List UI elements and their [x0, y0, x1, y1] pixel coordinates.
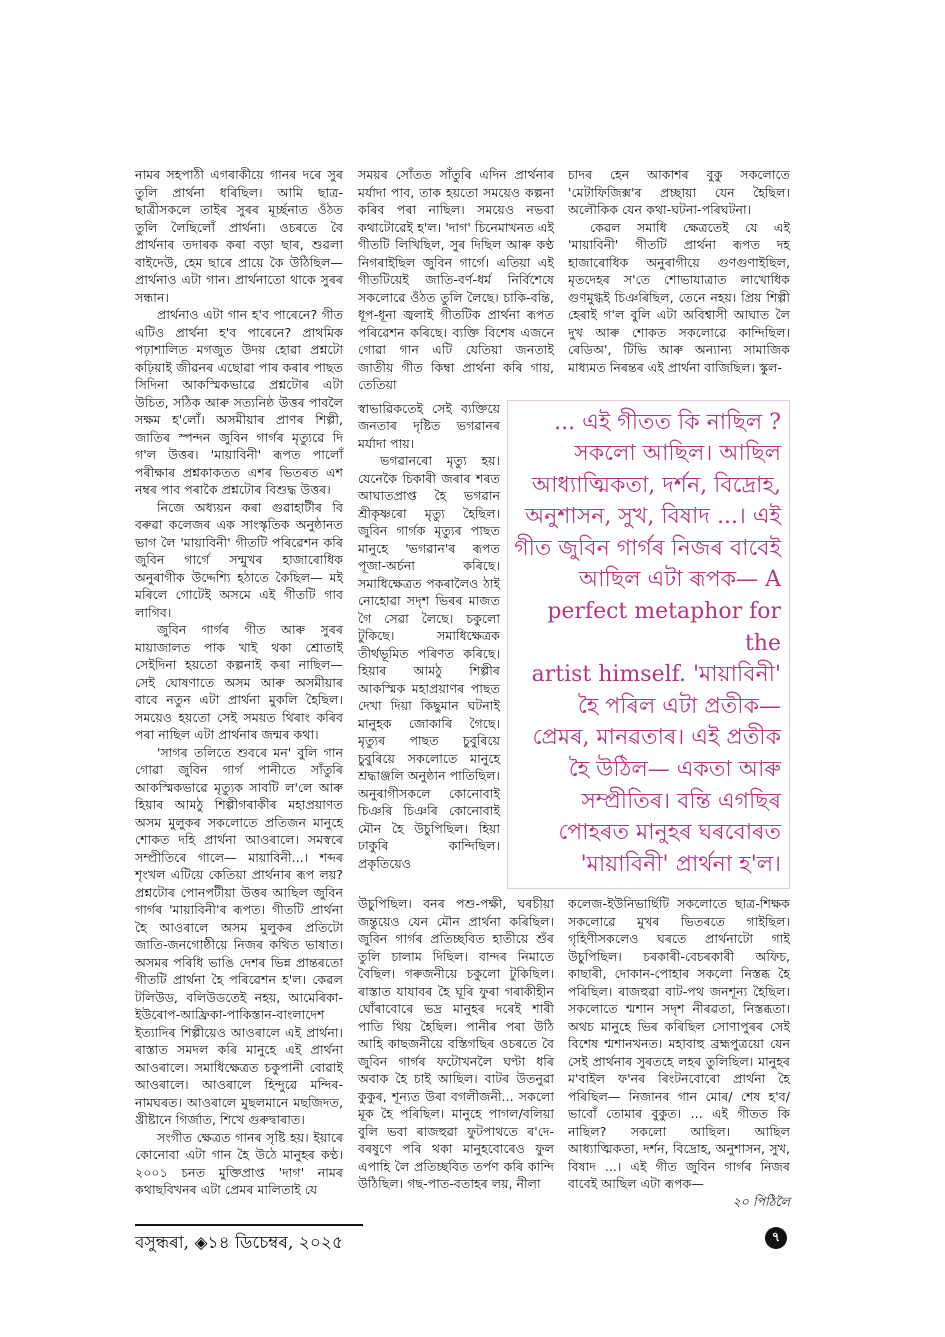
pull-quote-line: আছিল এটা ৰূপক— A — [578, 567, 781, 593]
pull-quote-line: ... এই গীতত কি নাছিল ? — [554, 409, 781, 435]
pull-quote-line: গীত জুবিন গাৰ্গৰ নিজৰ বাবেই — [514, 535, 781, 561]
article-column-3-top — [568, 166, 790, 376]
pull-quote-line: হৈ উঠিল— একতা আৰু — [568, 757, 781, 783]
paragraph: স্বাভাৱিকতেই সেই ব্যক্তিয়ে জনতাৰ দৃষ্টিত ভগৱানৰ মৰ্যাদা পায়। — [358, 400, 500, 451]
paragraph: চাদৰ হেন আকাশৰ বুকু সকলোতে 'মেটাফিজিক্স'ৰ প্ৰচ্ছায়া যেন হৈছিল। অলৌকিক যেন কথা-ঘটনা-পৰিঘটনা। — [568, 167, 790, 217]
paragraph: নামৰ সহপাঠী এগৰাকীয়ে গানৰ দৰে সুৰ তুলি প্ৰাৰ্থনা ধৰিছিল। আমি ছাত্ৰ-ছাত্ৰীসকলে তাইৰ সুৰৰ মূৰ্চ্ছনাত ওঁঠত তুলি লৈছিলোঁ প্ৰাৰ্থনা। ওচৰতে বৈ প্ৰাৰ্থনাৰ তদাৰক কৰা বড়া ছাৰ, শুৱলা বাইদেউ, হেম ছাৰে প্ৰায়ে কৈ উঠিছিল— প্ৰাৰ্থনাও এটা গান। প্ৰাৰ্থনাতো থাকে সুৰৰ সন্ধান। — [135, 167, 343, 305]
paragraph: সময়ৰ সোঁতত সাঁতুৰি এদিন প্ৰাৰ্থনাৰ মৰ্যাদা পাব, তাক হয়তো সময়েও কল্পনা কৰিব পৰা নাছিল। সময়েও নভবা কথাটোৱেই হ'ল। 'দাগ' চিনেমাখনত এই গীতটি লিখিছিল, সুৰ দিছিল আৰু কণ্ঠ নিগৰাইছিল জুবিন গাৰ্গে। এতিয়া এই গীতটিয়েই জাতি-বৰ্ণ-ধৰ্ম নিৰ্বিশেষে সকলোৱে ওঁঠত তুলি লৈছে। চাকি-বন্তি, ধূপ-ধূনা জ্বলাই গীতটিক প্ৰাৰ্থনা ৰূপত পৰিৱেশন কৰিছে। ব্যক্তি বিশেষ এজনে গোৱা গান এটি যেতিয়া জনতাই জাতীয় গীত কিম্বা প্ৰাৰ্থনা কৰি গায়, তেতিয়া — [358, 167, 554, 392]
article-column-3-bottom — [568, 895, 790, 1210]
paragraph: নিজে অধ্যয়ন কৰা গুৱাহাটীৰ বি বৰুৱা কলেজৰ এক সাংস্কৃতিক অনুষ্ঠানত ভাগ লৈ 'মায়াবিনী' গীতটি পৰিৱেশন কৰি জুবিন গাৰ্গে সন্মুখৰ হাজাৰোধিক অনুৰাগীক উদ্দেশ্যি হঠাতে কৈছিল— মই মৰিলে গোটেই অসমে এই গীতটি গাব লাগিব। — [135, 499, 343, 620]
pull-quote-line: হৈ পৰিল এটা প্ৰতীক— — [577, 693, 781, 719]
pull-quote-line: প্ৰেমৰ, মানৱতাৰ। এই প্ৰতীক — [532, 725, 781, 751]
paragraph: সংগীত ক্ষেত্ৰত গানৰ সৃষ্টি হয়। ইয়াৰে কোনোবা এটা গান হৈ উঠে মানুহৰ কণ্ঠ। ২০০১ চনত মুক্তিপ্ৰাপ্ত 'দাগ' নামৰ কথাছবিখনৰ এটা প্ৰেমৰ মালিতাই যে — [135, 1129, 343, 1197]
article-body — [135, 166, 790, 1210]
pull-quote-line: 'মায়াবিনী' প্ৰাৰ্থনা হ'ল। — [580, 851, 781, 877]
paragraph: কেৱল সমাধি ক্ষেত্ৰতেই যে এই 'মায়াবিনী' গীতটি প্ৰাৰ্থনা ৰূপত দহ হাজাৰোধিক অনুৰাগীয়ে গুণগুণাইছিল, মৃতদেহৰ স'তে শোভাযাত্ৰাত লাখোধিক গুণমুগ্ধই চিঞৰিছিল, তেনে নহয়। প্ৰিয় শিল্পী হেৰাই গ'ল বুলি এটা অবিশ্বাসী আঘাত লৈ দুখ আৰু শোকত সকলোৱে কান্দিছিল। ৰেডিঅ', টিভি আৰু অন্যান্য সামাজিক মাধ্যমত নিৰন্তৰ এই প্ৰাৰ্থনা বাজিছিল। স্কুল- — [568, 219, 790, 375]
pull-quote-line: সম্প্ৰীতিৰ। বন্তি এগছিৰ — [581, 788, 781, 814]
pull-quote-line: অনুশাসন, সুখ, বিষাদ ...। এই — [525, 504, 781, 530]
pull-quote-line: পোহৰত মানুহৰ ঘৰবোৰত — [558, 820, 781, 846]
paragraph: 'সাগৰ তলিতে শুবৰে মন' বুলি গান গোৱা জুবিন গাৰ্গ পানীতে সাঁতুৰি আকস্মিকভাৱে মৃত্যুক সাবটি ল'লে আৰু হিয়াৰ আমঠু শিল্পীগৰাকীৰ মহাপ্ৰয়াণত অসম মুলুকৰ সকলোতে প্ৰতিজন মানুহে শোকত দহি প্ৰাৰ্থনা আওৰালে। সমস্বৰে সম্প্ৰীতিৰে গালে— মায়াবিনী...। শব্দৰ শৃংখল এটিয়ে কেতিয়া প্ৰাৰ্থনাৰ ৰূপ লয়? প্ৰশ্নটোৰ পোনপটীয়া উত্তৰ আছিল জুবিন গাৰ্গৰ 'মায়াবিনী'ৰ ৰূপত। গীতটি প্ৰাৰ্থনা হৈ আওৰালে অসম মুলুকৰ প্ৰতিটো জাতি-জনগোষ্ঠীয়ে নিজৰ কথিত ভাষাত। অসমৰ পৰিধি ভাঙি দেশৰ ভিন্ন প্ৰান্তৰতো গীতটি প্ৰাৰ্থনা হৈ পৰিৱেশন হ'ল। কেৱল টলিউড, বলিউডতেই নহয়, আমেৰিকা-ইউৰোপ-আফ্ৰিকা-পাকিস্তান-বাংলাদেশ ইত্যাদিৰ শিল্পীয়েও আওৰালে এই প্ৰাৰ্থনা। ৰাস্তাত সমদল কৰি মানুহে এই প্ৰাৰ্থনা আওৰালে। সমাধিক্ষেত্ৰত চকুপানী বোৱাই আওৰালে। আওৰালে হিন্দুৱে মন্দিৰ-নামঘৰত। আওৰালে মুছলমানে মছজিদত, খ্ৰীষ্টানে গিৰ্জাত, শিখে গুৰুদ্বাৰাত। — [135, 744, 343, 1127]
pull-quote — [507, 400, 790, 890]
bottom-row — [358, 895, 790, 1210]
top-row — [358, 166, 790, 394]
pull-quote-line: আধ্যাত্মিকতা, দৰ্শন, বিদ্ৰোহ, — [531, 472, 781, 498]
article-column-1 — [135, 166, 343, 1199]
middle-row — [358, 400, 790, 890]
article-column-2-middle — [358, 400, 500, 873]
footer-publication-date: বসুন্ধৰা, ◈১৪ ডিচেম্বৰ, ২০২৫ — [135, 1233, 343, 1254]
pull-quote-line: artist himself. 'মায়াবিনী' — [531, 662, 781, 688]
paragraph: কলেজ-ইউনিভাৰ্ছিটি সকলোতে ছাত্ৰ-শিক্ষক সকলোৱে মুখৰ ভিতৰতে গাইছিল। গৃহিণীসকলেও ঘৰতে প্ৰাৰ্থনাটো গাই উচুপিছিল। চৰকাৰী-বেচৰকাৰী অফিচ, কাছাৰী, দোকান-পোহাৰ সকলো নিস্তব্ধ হৈ পৰিছিল। ৰাজহুৱা বাট-পথ জনশূন্য হৈছিল। সকলোতে শ্মশান সদৃশ নীৰৱতা, নিস্তব্ধতা। অথচ মানুহে ভিৰ কৰিছিল সোণাপুৰৰ সেই বিশেষ শ্মশানখনত। মহাবাহু ব্ৰহ্মপুত্ৰয়ো যেন সেই প্ৰাৰ্থনাৰ সুৰতহে লহৰ তুলিছিল। মানুহৰ ম'বাইল ফ'নৰ ৰিংটনবোৰো প্ৰাৰ্থনা হৈ পৰিছিল— নিজানৰ গান মোৰ/ শেষ হ'ব/ভাবোঁ তোমাৰ বুকুত। ... এই গীতত কি নাছিল? সকলো আছিল। আছিল আধ্যাত্মিকতা, দৰ্শন, বিদ্ৰোহ, অনুশাসন, সুখ, বিষাদ ...। এই গীত জুবিন গাৰ্গৰ নিজৰ বাবেই আছিল এটা ৰূপক— — [568, 896, 790, 1192]
continued-on-page: ২০ পিঠিলৈ — [732, 1193, 790, 1209]
page-footer — [135, 1224, 790, 1254]
pull-quote-line: সকলো আছিল। আছিল — [574, 441, 781, 467]
pull-quote-line: perfect metaphor for the — [547, 599, 781, 656]
article-column-2-top — [358, 166, 554, 394]
paragraph: প্ৰাৰ্থনাও এটা গান হ'ব পাৰেনে? গীত এটিও প্ৰাৰ্থনা হ'ব পাৰেনে? প্ৰাথমিক পঢ়াশালিত মগজুত উদয় হোৱা প্ৰশ্নটো কঢ়িয়াই জীৱনৰ এছোৱা পাৰ কৰাৰ পাছত সিদিনা আকস্মিকভাৱে প্ৰশ্নটোৰ এটা উচিত, সঠিক আৰু সত্যনিষ্ঠ উত্তৰ পাবলৈ সক্ষম হ'লোঁ। অসমীয়াৰ প্ৰাণৰ শিল্পী, জাতিৰ স্পন্দন জুবিন গাৰ্গৰ মৃত্যুৱে দি গ'ল উত্তৰ। 'মায়াবিনী' ৰূপত পালোঁ পৰীক্ষাৰ প্ৰশ্নকাকতত এশৰ ভিতৰত এশ নম্বৰ পাব পৰাকৈ প্ৰশ্নটোৰ বিশুদ্ধ উত্তৰ। — [135, 307, 343, 497]
paragraph: উচুপিছিল। বনৰ পশু-পক্ষী, ঘৰচীয়া জন্তুয়েও যেন মৌন প্ৰাৰ্থনা কৰিছিল। জুবিন গাৰ্গৰ প্ৰতিচ্ছবিত হাতীয়ে শুঁৰ তুলি চালাম দিছিল। বান্দৰ নিমাতে বৈছিল। গৰুজনীয়ে চকুলো টুকিছিল। ৰাস্তাত যাযাবৰ হৈ ঘূৰি ফুৰা গৰাকীহীন ঘোঁৰাবোৰে ভদ্ৰ মানুহৰ দৰেই শাৰী পাতি থিয় হৈছিল। পানীৰ পৰা উঠি আহি কাছজনীয়ে বস্তিগছিৰ ওচৰতে বৈ জুবিন গাৰ্গৰ ফটোখনলৈ ঘণ্টা ধৰি অবাক হৈ চাই আছিল। বাটৰ উতনুৱা কুকুৰ, শূন্যত উৰা বগলীজনী... সকলো মূক হৈ পৰিছিল। মানুহে পাগল/বলিয়া বুলি ভবা ৰাজহুৱা ফুটপাথতে ৰ'দে-বৰষুণে পৰি থকা মানুহবোৰেও ফুল এপাহি লৈ প্ৰতিচ্ছবিত তৰ্পণ কৰি কান্দি উঠিছিল। গছ-পাত-বতাহৰ লয়, নীলা — [358, 896, 554, 1192]
page-number: ৭ — [765, 1227, 787, 1249]
article-right-area — [358, 166, 790, 1210]
paragraph: জুবিন গাৰ্গৰ গীত আৰু সুৰৰ মায়াজালত পাক খাই থকা শ্ৰোতাই সেইদিনা হয়তো কল্পনাই কৰা নাছিল— সেই ঘোষণাতে অসম আৰু অসমীয়াৰ বাবে নতুন এটা প্ৰাৰ্থনা মুকলি হৈছিল। সময়েও হয়তো সেই সময়ত থিৰাং কৰিব পৰা নাছিল এটা প্ৰাৰ্থনাৰ জন্মৰ কথা। — [135, 622, 343, 742]
footer-divider — [135, 1224, 363, 1226]
paragraph: ভগৱানৰো মৃত্যু হয়। যেনেকৈ চিকাৰী জৰাৰ শৰত আঘাতপ্ৰাপ্ত হৈ ভগৱান শ্ৰীকৃষ্ণৰো মৃত্যু হৈছিল। জুবিন গাৰ্গক মৃত্যুৰ পাছত মানুহে 'ভগৱান'ৰ ৰূপত পূজা-অৰ্চনা কৰিছে। সমাধিক্ষেত্ৰত পকৰালৈও ঠাই নোহোৱা সদৃশ ভিৰৰ মাজত গৈ সেৱা লৈছে। চকুলো টুকিছে। সমাধিক্ষেত্ৰক তীৰ্থভূমিত পৰিণত কৰিছে। হিয়াৰ আমঠু শিল্পীৰ আকস্মিক মহাপ্ৰয়াণৰ পাছত দেখা দিয়া কিছুমান ঘটনাই মানুহক জোকাৰি গৈছে। মৃত্যুৰ পাছত চুবুৰিয়ে চুবুৰিয়ে সকলোতে মানুহে শ্ৰদ্ধাঞ্জলি অনুষ্ঠান পাতিছিল। অনুৰাগীসকলে কোনোবাই চিঞৰি চিঞৰি কোনোবাই মৌন হৈ উচুপিছিল। হিয়া ঢাকুৰি কান্দিছিল। প্ৰকৃতিয়েও — [358, 453, 500, 871]
article-column-2-bottom — [358, 895, 554, 1193]
